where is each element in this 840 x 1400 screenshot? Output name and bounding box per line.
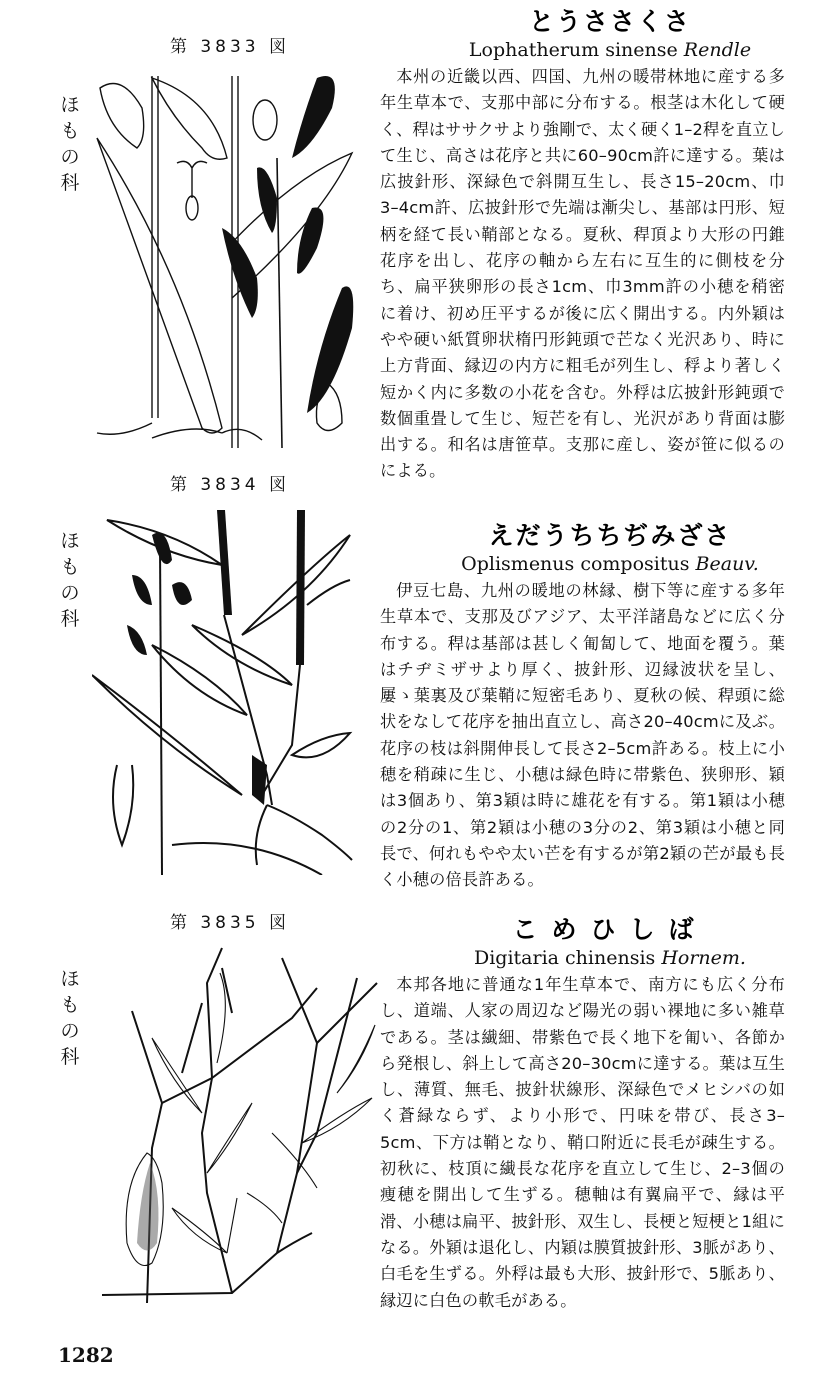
entry-lophatherum-sinense [380, 6, 840, 485]
figure-label-3834: 第 3834 図 [169, 475, 291, 495]
scientific-name: Oplismenus compositus Beauv. [461, 553, 759, 575]
entry-digitaria-chinensis [380, 914, 840, 1314]
author: Rendle [683, 39, 752, 61]
figure-label-3835: 第 3835 図 [169, 913, 291, 933]
description: 本州の近畿以西、四国、九州の暖帯林地に産する多年生草本で、支那中部に分布する。根茎は木化して硬く、稈はササクサより強剛で、太く硬く1–2稈を直立して生じ、高さは花序と共に60–90cm許に達する。葉は広披針形、深緑色で斜開互生し、長さ15–20cm、巾3–4cm許、広披針形で先端は漸尖し、基部は円形、短柄を経て長い鞘部となる。夏秋、稈頂より大形の円錐花序を出し、花序の軸から左右に互生的に側枝を分ち、扁平狭卵形の長さ1cm、巾3mm許の小穂を稍密に着け、初め圧平するが後に広く開出する。内外穎はやや硬い紙質卵状楕円形鈍頭で芒なく光沢あり、時に上方背面、縁辺の内方に粗毛が列生し、稃より著しく短かく内に多数の小花を含む。外稃は広披針形鈍頭で数個重畳して生じ、短芒を有し、光沢があり背面は膨出する。和名は唐笹草。支那に産し、姿が笹に似るのによる。 [380, 67, 785, 481]
japanese-name: とうささくさ [528, 7, 691, 36]
description: 伊豆七島、九州の暖地の林縁、樹下等に産する多年生草本で、支那及びアジア、太平洋諸島などに広く分布する。稈は基部は甚しく匍匐して、地面を覆う。葉はチヂミザサより厚く、披針形、辺縁波状を呈し、屢ゝ葉裏及び葉鞘に短密毛あり、夏秋の候、稈頭に総状をなして花序を抽出直立し、高さ20–40cmに及ぶ。花序の枝は斜開伸長して長さ2–5cm許ある。枝上に小穂を稍疎に生じ、小穂は緑色時に帯紫色、狭卵形、穎は3個あり、第3穎は時に雄花を有する。第1穎は小穂の2分の1、第2穎は小穂の3分の2、第3穎は小穂と同長で、何れもやや太い芒を有するが第2穎の芒が最も長く小穂の倍長許ある。 [380, 581, 785, 890]
illustration-lophatherum [92, 68, 382, 453]
family-label: ほ も の 科 [60, 94, 80, 194]
author: Hornem. [661, 947, 746, 969]
entry-oplismenus-compositus [380, 520, 840, 894]
page-number: 1282 [58, 1343, 114, 1367]
japanese-name: えだうちちぢみざさ [488, 521, 732, 550]
family-label: ほ も の 科 [60, 530, 80, 630]
family-label: ほ も の 科 [60, 968, 80, 1068]
illustration-oplismenus [92, 505, 382, 875]
description: 本邦各地に普通な1年生草本で、南方にも広く分布し、道端、人家の周辺など陽光の弱い裸地に多い雑草である。茎は繊細、帯紫色で長く地下を匍い、各節から発根し、斜上して高さ20–30cmに達する。葉は互生し、薄質、無毛、披針状線形、深緑色でメヒシバの如く蒼緑ならず、より小形で、円味を帯び、長さ3–5cm、下方は鞘となり、鞘口附近に長毛が疎生する。初秋に、枝頂に繊長な花序を直立して生じ、2–3個の痩穂を開出して生ずる。穂軸は有翼扁平で、縁は平滑、小穂は扁平、披針形、双生し、長梗と短梗と1組になる。外穎は退化し、内穎は膜質披針形、3脈があり、白毛を生ずる。外稃は最も大形、披針形で、5脈あり、縁辺に白色の軟毛がある。 [380, 975, 785, 1310]
author: Beauv. [695, 553, 759, 575]
japanese-name: こめひしば [512, 915, 708, 944]
figure-label-3833: 第 3833 図 [169, 37, 291, 57]
scientific-name: Digitaria chinensis Hornem. [474, 947, 746, 969]
illustration-digitaria [92, 943, 382, 1318]
scientific-name: Lophatherum sinense Rendle [468, 39, 752, 61]
